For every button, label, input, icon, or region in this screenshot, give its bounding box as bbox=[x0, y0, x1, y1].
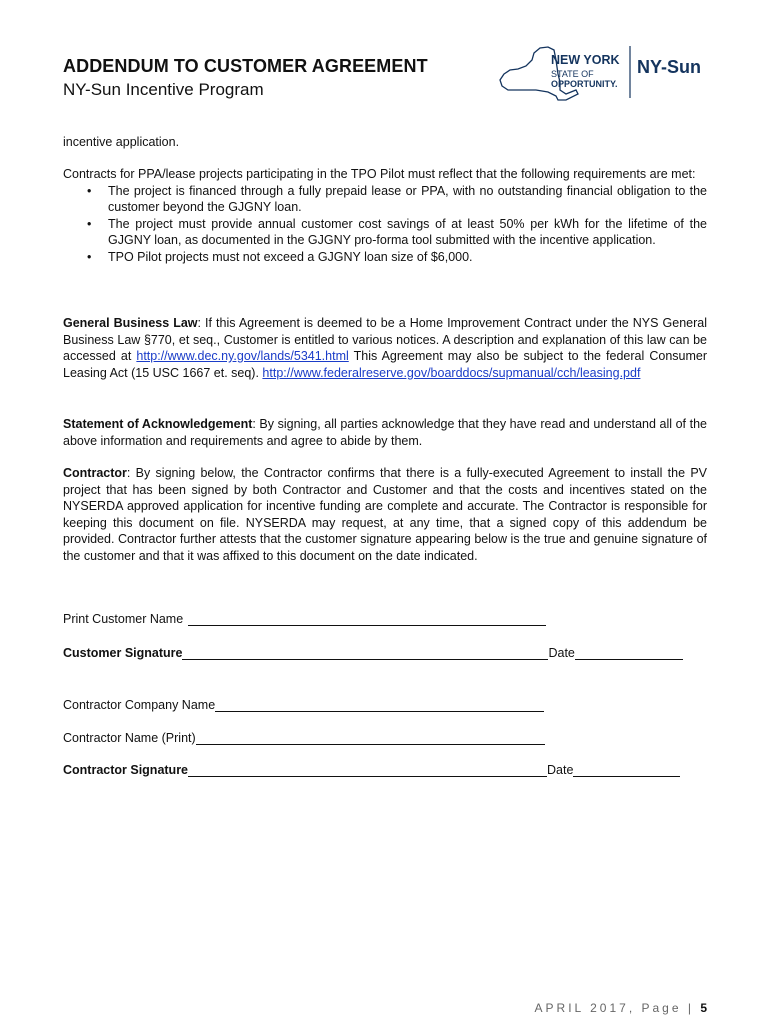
contractor-date-label: Date bbox=[547, 763, 574, 777]
ack-text: : By signing, all parties acknowledge that they have read and understand all of the above information and requirements and agree to abide by them. bbox=[63, 417, 707, 448]
logo-line2: STATE OF bbox=[551, 69, 594, 79]
customer-signature-row bbox=[63, 646, 683, 660]
bullet-icon: • bbox=[87, 249, 92, 264]
intro-text: incentive application. bbox=[63, 135, 180, 149]
nys-logo bbox=[496, 40, 716, 110]
customer-signature-label: Customer Signature bbox=[63, 646, 183, 660]
print-customer-name-field[interactable] bbox=[188, 612, 546, 626]
bullet-icon: • bbox=[87, 216, 92, 231]
tpo-lead: Contracts for PPA/lease projects participating in the TPO Pilot must reflect that the following requirements are met: bbox=[63, 167, 696, 181]
contractor-signature-label: Contractor Signature bbox=[63, 763, 189, 777]
list-item: • The project must provide annual customer cost savings of at least 50% per kWh for the lifetime of the GJGNY loan, as documented in the GJGNY pro-forma tool submitted with the incentive application. bbox=[87, 216, 707, 247]
list-item: • The project is financed through a fully prepaid lease or PPA, with no outstanding financial obligation to the customer beyond the GJGNY loan. bbox=[87, 183, 707, 214]
contractor-company-name-label: Contractor Company Name bbox=[63, 698, 216, 712]
contractor-company-name-field[interactable] bbox=[215, 698, 544, 712]
gbl-heading: General Business Law bbox=[63, 316, 198, 330]
page-subtitle: NY-Sun Incentive Program bbox=[63, 80, 264, 99]
contractor-name-print-field[interactable] bbox=[196, 731, 545, 745]
contractor-signature-row bbox=[63, 763, 680, 777]
contractor-signature-field[interactable] bbox=[188, 763, 547, 777]
gbl-section bbox=[63, 315, 707, 381]
page-title: ADDENDUM TO CUSTOMER AGREEMENT bbox=[63, 56, 428, 76]
page-footer bbox=[535, 1001, 707, 1015]
logo-line3: OPPORTUNITY. bbox=[551, 79, 618, 89]
contractor-company-row bbox=[63, 698, 544, 712]
print-customer-name-row bbox=[63, 612, 546, 626]
contractor-name-print-label: Contractor Name (Print) bbox=[63, 731, 196, 745]
print-customer-name-label: Print Customer Name bbox=[63, 612, 184, 626]
customer-signature-field[interactable] bbox=[182, 646, 548, 660]
contractor-name-row bbox=[63, 731, 545, 745]
gbl-text1: : If this Agreement is deemed to be a Home Improvement Contract under the NYS General Business Law §770, et seq., Customer is entitled to various notices. A description and explanation of this law can be accessed at bbox=[63, 316, 707, 363]
logo-program: NY-Sun bbox=[637, 57, 702, 77]
dec-law-link[interactable]: http://www.dec.ny.gov/lands/5341.html bbox=[136, 349, 349, 363]
list-item: • TPO Pilot projects must not exceed a GJGNY loan size of $6,000. bbox=[87, 249, 473, 264]
customer-date-field[interactable] bbox=[575, 646, 683, 660]
federal-reserve-link[interactable]: http://www.federalreserve.gov/boarddocs/supmanual/cch/leasing.pdf bbox=[262, 365, 641, 380]
contractor-date-field[interactable] bbox=[573, 763, 680, 777]
logo-line1: NEW YORK bbox=[551, 53, 620, 67]
contractor-text: : By signing below, the Contractor confirms that there is a fully-executed Agreement to install the PV project that has been signed by both Contractor and Customer and that the costs and incentives stated on the NYSERDA approved application for incentive funding are complete and accurate. The Contractor is responsible for keeping this document on file. NYSERDA may request, at any time, that a signed copy of this addendum be provided. Contractor further attests that the customer signature appearing below is the true and genuine signature of the customer and that it was affixed to this document on the date indicated. bbox=[63, 466, 707, 563]
footer-text: APRIL 2017, Page | bbox=[534, 1001, 694, 1015]
gbl-text2: This Agreement may also be subject to the federal Consumer Leasing Act (15 USC 1667 et. seq). bbox=[63, 349, 707, 380]
tpo-section bbox=[63, 166, 707, 265]
ack-section bbox=[63, 416, 707, 449]
bullet-icon: • bbox=[87, 183, 92, 198]
ack-heading: Statement of Acknowledgement bbox=[63, 417, 253, 431]
contractor-heading: Contractor bbox=[63, 466, 127, 480]
customer-date-label: Date bbox=[548, 646, 575, 660]
contractor-section bbox=[63, 465, 707, 564]
tpo-bullet-list bbox=[63, 183, 707, 266]
page-number: 5 bbox=[700, 1001, 707, 1015]
